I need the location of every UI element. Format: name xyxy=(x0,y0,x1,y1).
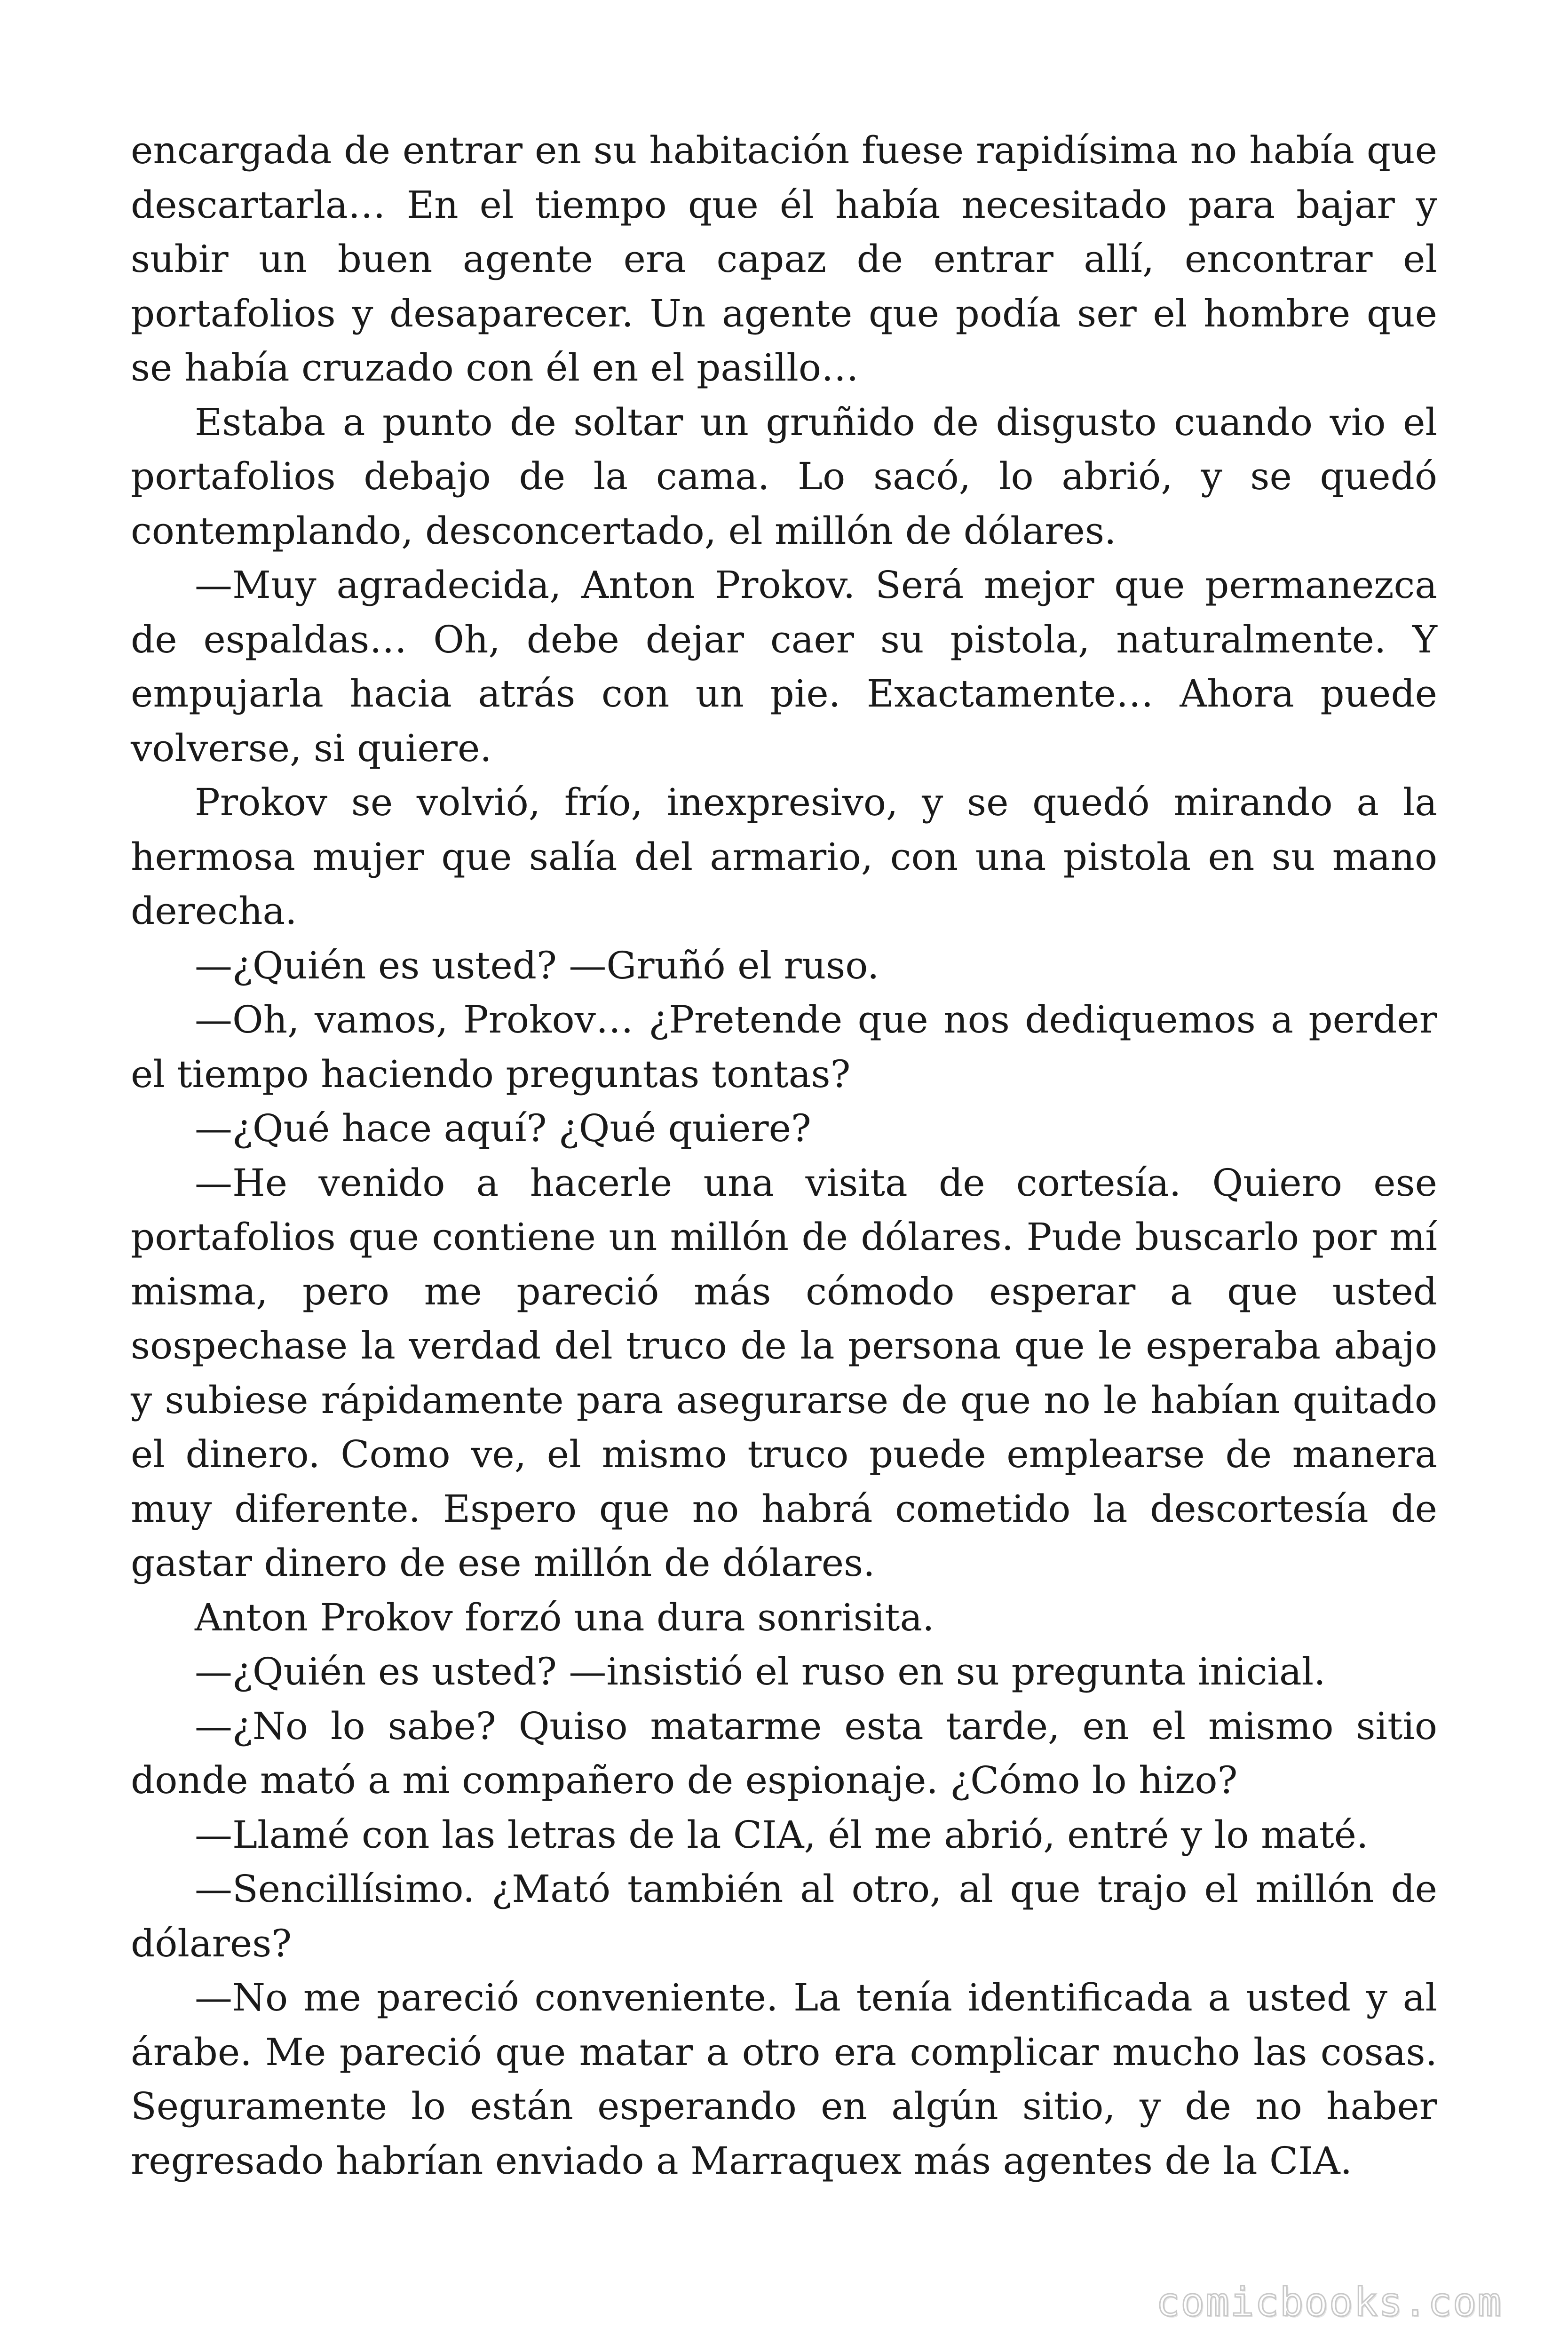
paragraph: —Llamé con las letras de la CIA, él me abrió, entré y lo maté. xyxy=(195,1812,1369,1857)
paragraph: —Oh, vamos, Prokov… ¿Pretende que nos dediquemos a perder el tiempo haciendo preguntas tontas? xyxy=(131,998,1437,1096)
paragraph: —¿No lo sabe? Quiso matarme esta tarde, en el mismo sitio donde mató a mi compañero de espionaje. ¿Cómo lo hizo? xyxy=(131,1704,1437,1802)
paragraph: Anton Prokov forzó una dura sonrisita. xyxy=(195,1595,934,1639)
paragraph: —¿Quién es usted? —Gruñó el ruso. xyxy=(195,943,879,987)
paragraph: —¿Quién es usted? —insistió el ruso en su pregunta inicial. xyxy=(195,1650,1326,1693)
paragraph: —He venido a hacerle una visita de cortesía. Quiero ese portafolios que contiene un millón de dólares. Pude buscarlo por mí misma, pero me pareció más cómodo esperar a que usted sospechase la verdad del truco de la persona que le esperaba abajo y subiese rápidamente para asegurarse de que no le habían quitado el dinero. Como ve, el mismo truco puede emplearse de manera muy diferente. Espero que no habrá cometido la descortesía de gastar dinero de ese millón de dólares. xyxy=(131,1160,1437,1585)
watermark-text: comicbooks.com xyxy=(1156,2279,1502,2325)
paragraph: —Sencillísimo. ¿Mató también al otro, al que trajo el millón de dólares? xyxy=(131,1867,1437,1965)
paragraph: —Muy agradecida, Anton Prokov. Será mejor que permanezca de espaldas… Oh, debe dejar caer su pistola, naturalmente. Y empujarla hacia atrás con un pie. Exactamente… Ahora puede volverse, si quiere. xyxy=(131,563,1437,770)
paragraph: —¿Qué hace aquí? ¿Qué quiere? xyxy=(195,1106,811,1150)
paragraph: encargada de entrar en su habitación fuese rapidísima no había que descartarla… En el tiempo que él había necesitado para bajar y subir un buen agente era capaz de entrar allí, encontrar el portafolios y desaparecer. Un agente que podía ser el hombre que se había cruzado con él en el pasillo… xyxy=(131,128,1437,389)
paragraph: —No me pareció conveniente. La tenía identificada a usted y al árabe. Me pareció que matar a otro era complicar mucho las cosas. Seguramente lo están esperando en algún sitio, y de no haber regresado habrían enviado a Marraquex más agentes de la CIA. xyxy=(131,1976,1437,2183)
paragraph: Estaba a punto de soltar un gruñido de disgusto cuando vio el portafolios debajo de la cama. Lo sacó, lo abrió, y se quedó contemplando, desconcertado, el millón de dólares. xyxy=(131,400,1437,553)
paragraph: Prokov se volvió, frío, inexpresivo, y se quedó mirando a la hermosa mujer que salía del armario, con una pistola en su mano derecha. xyxy=(131,780,1437,933)
body-text xyxy=(131,123,1437,2188)
